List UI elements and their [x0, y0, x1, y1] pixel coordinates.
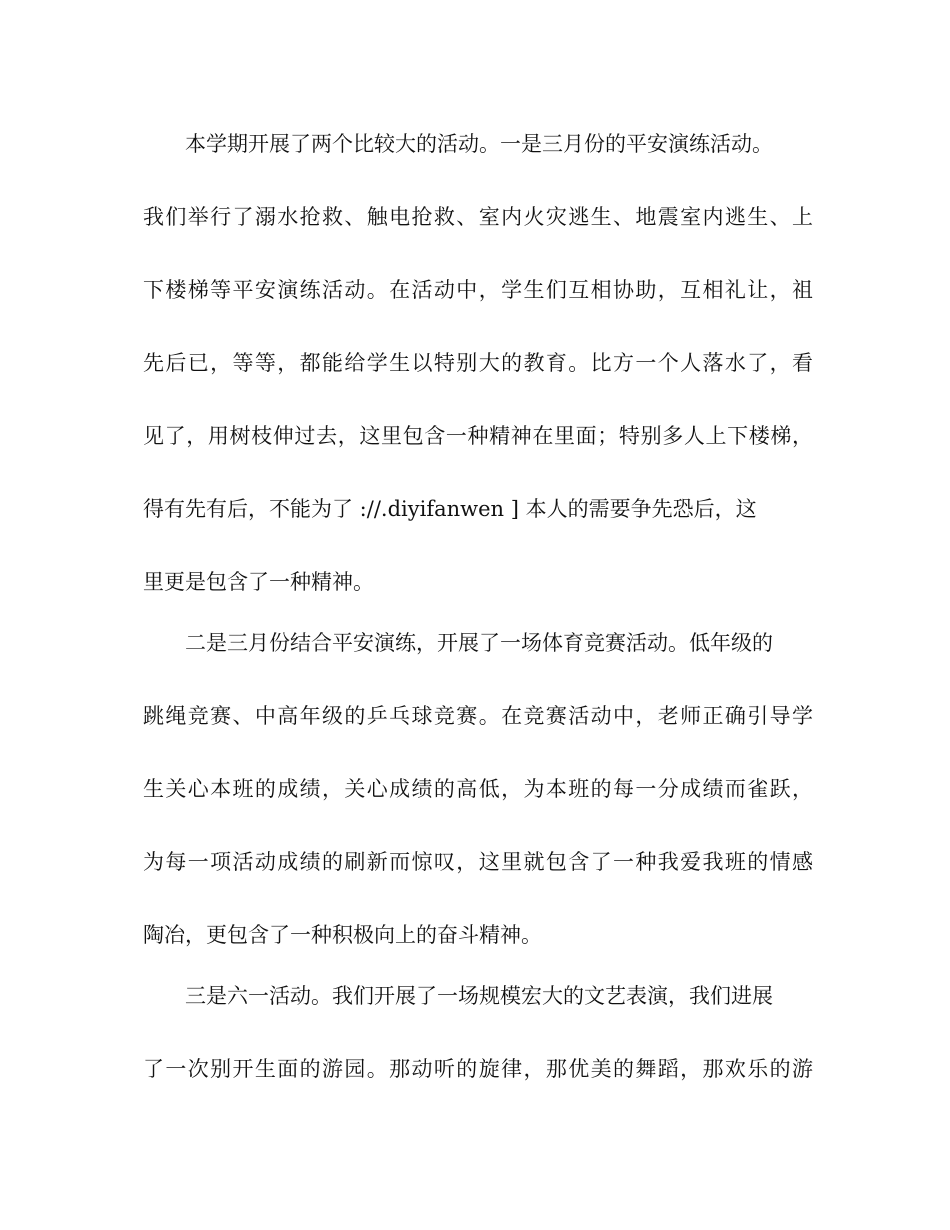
paragraph-1-line-5: 见了，用树枝伸过去，这里包含一种精神在里面；特别多人上下楼梯，: [143, 424, 813, 448]
paragraph-1-line-3: 下楼梯等平安演练活动。在活动中，学生们互相协助，互相礼让，祖: [143, 278, 813, 302]
paragraph-2-line-2: 跳绳竞赛、中高年级的乒乓球竞赛。在竞赛活动中，老师正确引导学: [143, 704, 813, 728]
paragraph-2-line-1: 二是三月份结合平安演练，开展了一场体育竞赛活动。低年级的: [185, 631, 773, 655]
paragraph-2-line-4: 为每一项活动成绩的刷新而惊叹，这里就包含了一种我爱我班的情感: [143, 850, 813, 874]
paragraph-2-line-3: 生关心本班的成绩，关心成绩的高低，为本班的每一分成绩而雀跃，: [143, 777, 813, 801]
paragraph-1-line-2: 我们举行了溺水抢救、触电抢救、室内火灾逃生、地震室内逃生、上: [143, 205, 813, 229]
paragraph-1-line-7: 里更是包含了一种精神。: [143, 570, 374, 594]
paragraph-2-line-5: 陶冶，更包含了一种积极向上的奋斗精神。: [143, 923, 542, 947]
paragraph-1-line-4: 先后已，等等，都能给学生以特别大的教育。比方一个人落水了，看: [143, 351, 813, 375]
paragraph-1-line-6: 得有先有后，不能为了 ://.diyifanwen ] 本人的需要争先恐后，这: [143, 497, 757, 521]
paragraph-3-line-1: 三是六一活动。我们开展了一场规模宏大的文艺表演，我们进展: [185, 984, 773, 1008]
paragraph-3-line-2: 了一次别开生面的游园。那动听的旋律，那优美的舞蹈，那欢乐的游: [143, 1057, 813, 1081]
paragraph-1-line-1: 本学期开展了两个比较大的活动。一是三月份的平安演练活动。: [185, 132, 773, 156]
